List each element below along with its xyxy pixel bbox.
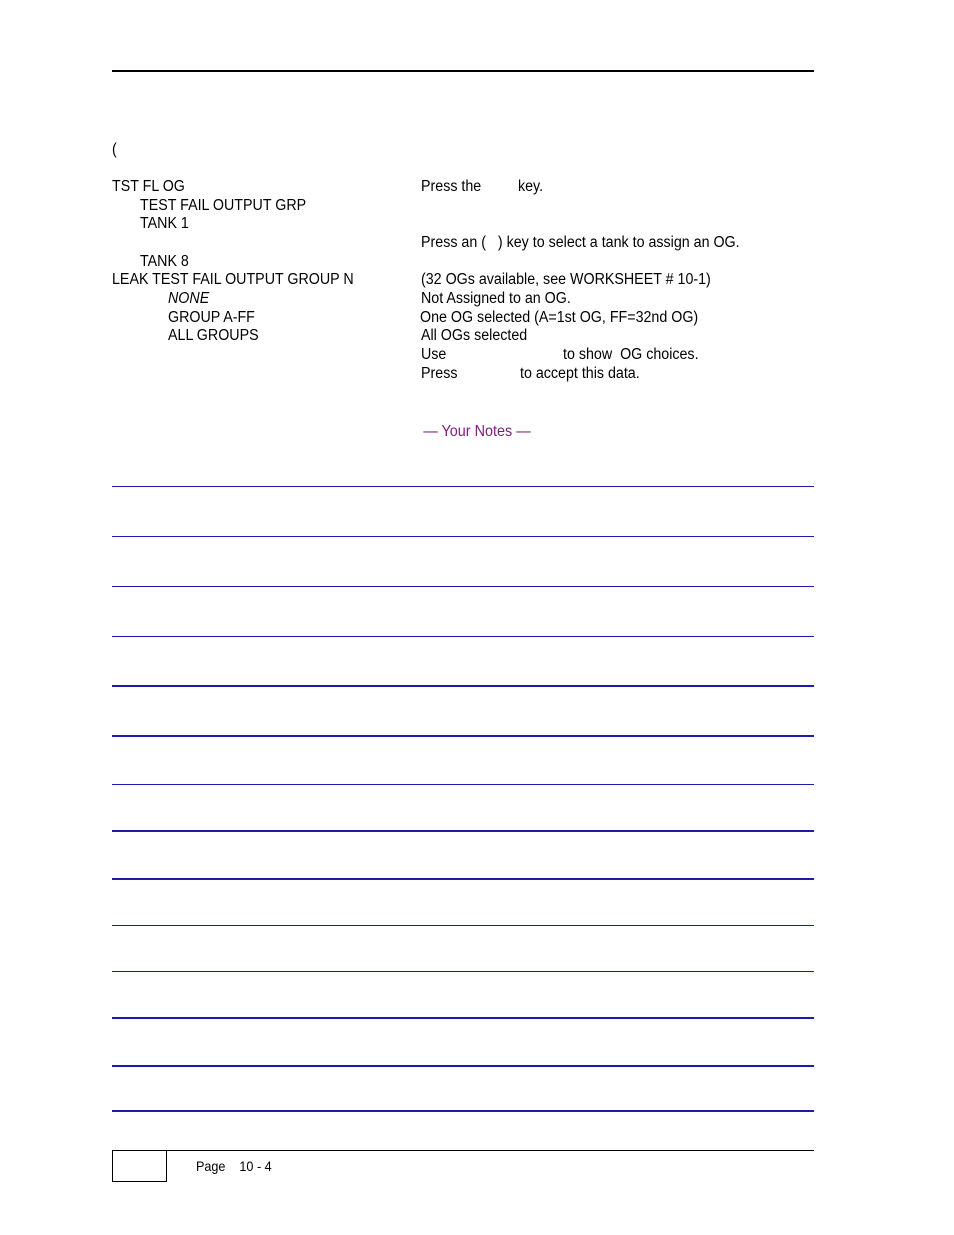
note-line <box>112 1065 814 1067</box>
menu-tank-8: TANK 8 <box>140 253 189 270</box>
note-line <box>112 784 814 785</box>
instr-key: key. <box>518 178 544 195</box>
instr-to-accept: to accept this data. <box>520 365 640 382</box>
instr-press-an: Press an ( ) key to select a tank to assign an OG. <box>421 234 740 251</box>
note-line <box>112 586 814 587</box>
note-line <box>112 1110 814 1112</box>
footer-box <box>112 1150 167 1182</box>
menu-leak-test-fail-output-group: LEAK TEST FAIL OUTPUT GROUP N <box>112 271 354 288</box>
instr-one-og: One OG selected (A=1st OG, FF=32nd OG) <box>420 309 699 326</box>
instr-press-the: Press the <box>421 178 482 195</box>
note-line <box>112 878 814 880</box>
menu-test-fail-output-grp: TEST FAIL OUTPUT GRP <box>140 197 307 214</box>
instr-not-assigned: Not Assigned to an OG. <box>421 290 571 307</box>
option-all-groups: ALL GROUPS <box>168 327 259 344</box>
header-rule <box>112 70 814 72</box>
instr-all-ogs: All OGs selected <box>421 327 528 344</box>
option-group-a-ff: GROUP A-FF <box>168 309 255 326</box>
instr-to-show: to show OG choices. <box>563 346 699 363</box>
notes-title: — Your Notes — <box>423 423 531 440</box>
note-line <box>112 685 814 687</box>
open-paren: ( <box>112 141 117 158</box>
note-line <box>112 830 814 832</box>
footer-rule <box>112 1150 814 1151</box>
note-line <box>112 971 814 972</box>
note-line <box>112 536 814 537</box>
note-line <box>112 636 814 637</box>
menu-tst-fl-og: TST FL OG <box>112 178 185 195</box>
instr-press: Press <box>421 365 458 382</box>
note-line <box>112 735 814 737</box>
menu-tank-1: TANK 1 <box>140 215 189 232</box>
note-line <box>112 1017 814 1019</box>
note-line <box>112 486 814 487</box>
note-line <box>112 925 814 926</box>
instr-ogs-available: (32 OGs available, see WORKSHEET # 10-1) <box>421 271 711 288</box>
page-number: Page 10 - 4 <box>196 1158 272 1174</box>
option-none: NONE <box>168 290 210 307</box>
instr-use: Use <box>421 346 447 363</box>
